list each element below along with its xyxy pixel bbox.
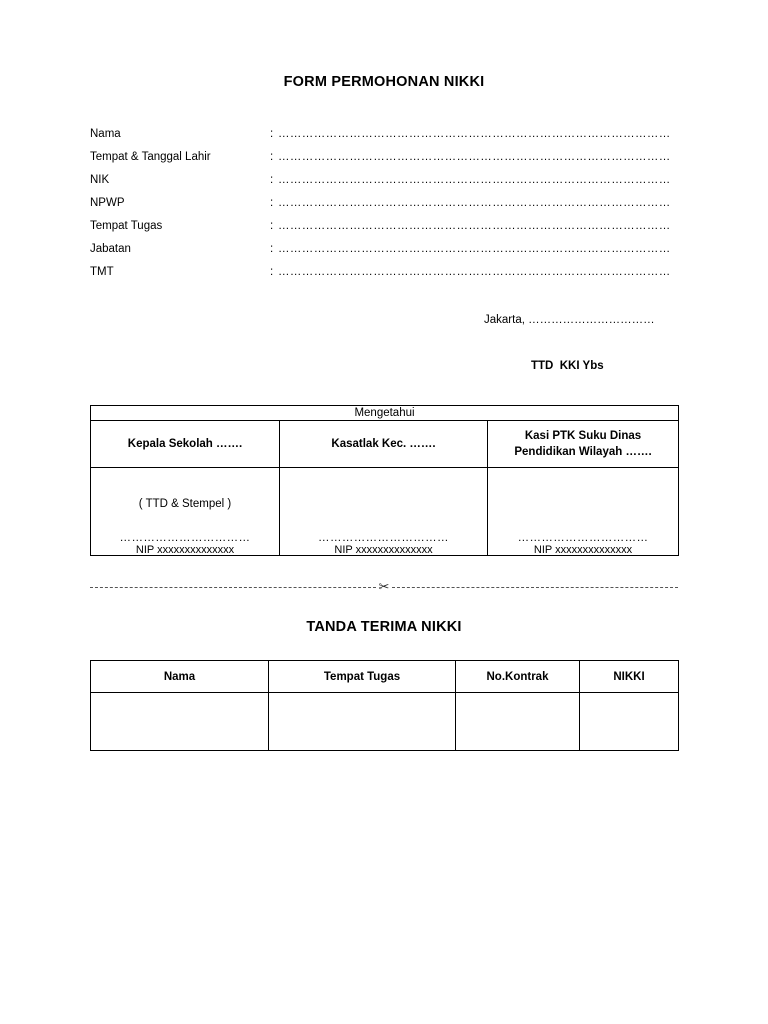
receipt-cell-nikki[interactable] [580, 693, 679, 751]
table-row [91, 693, 679, 751]
signature-label: TTD KKI Ybs [531, 360, 604, 372]
role-label: Kasatlak Kec. ……. [331, 438, 436, 450]
nip-label: NIP xxxxxxxxxxxxxx [533, 544, 633, 556]
field-colon: : [270, 174, 274, 186]
field-row-tempat-tanggal-lahir [90, 151, 671, 174]
approval-header: Mengetahui [91, 406, 679, 421]
field-label: Nama [90, 128, 121, 140]
field-label: NIK [90, 174, 110, 186]
role-kepala-sekolah [91, 421, 280, 468]
field-label: Tempat & Tanggal Lahir [90, 151, 211, 163]
receipt-cell-no-kontrak[interactable] [456, 693, 580, 751]
field-colon: : [270, 220, 274, 232]
field-blank-nama[interactable]: ……………………………………………………………………………………… [278, 128, 671, 140]
field-label: Tempat Tugas [90, 220, 163, 232]
sign-cell-kasi-ptk[interactable] [488, 468, 679, 556]
sign-cell-kasatlak[interactable] [280, 468, 488, 556]
field-blank-npwp[interactable]: ……………………………………………………………………………………… [278, 197, 671, 209]
field-row-nama [90, 128, 671, 151]
field-blank-tmt[interactable]: ……………………………………………………………………………………… [278, 266, 671, 278]
nip-label: NIP xxxxxxxxxxxxxx [334, 544, 433, 556]
column-header: No.Kontrak [456, 661, 580, 693]
cut-line [90, 580, 678, 594]
applicant-fields [90, 128, 671, 289]
receipt-table [90, 660, 679, 751]
receipt-title: TANDA TERIMA NIKKI [306, 619, 462, 635]
approval-header-row [91, 406, 679, 421]
field-row-tmt [90, 266, 671, 289]
field-row-jabatan [90, 243, 671, 266]
signature-blank: …………………………… [119, 532, 251, 544]
field-row-npwp [90, 197, 671, 220]
field-colon: : [270, 266, 274, 278]
column-header: Tempat Tugas [269, 661, 456, 693]
field-row-tempat-tugas [90, 220, 671, 243]
approval-sign-row [91, 468, 679, 556]
column-header: NIKKI [580, 661, 679, 693]
field-label: TMT [90, 266, 114, 278]
role-label-line1: Kasi PTK Suku Dinas [524, 430, 642, 442]
field-colon: : [270, 151, 274, 163]
receipt-header-row [91, 661, 679, 693]
field-row-nik [90, 174, 671, 197]
nip-label: NIP xxxxxxxxxxxxxx [135, 544, 235, 556]
role-label: Kepala Sekolah ……. [127, 438, 243, 450]
dashed-divider [392, 587, 678, 588]
receipt-cell-tempat-tugas[interactable] [269, 693, 456, 751]
field-label: Jabatan [90, 243, 131, 255]
field-colon: : [270, 243, 274, 255]
stamp-label: ( TTD & Stempel ) [138, 498, 232, 510]
approval-roles-row [91, 421, 679, 468]
signature-blank: …………………………… [517, 532, 649, 544]
field-blank-nik[interactable]: ……………………………………………………………………………………… [278, 174, 671, 186]
role-kasi-ptk [488, 421, 679, 468]
field-blank-tempat-tanggal-lahir[interactable]: ……………………………………………………………………………………… [278, 151, 671, 163]
place-date-line: Jakarta, …………………………… [484, 314, 655, 326]
field-blank-tempat-tugas[interactable]: ……………………………………………………………………………………… [278, 220, 671, 232]
field-blank-jabatan[interactable]: ……………………………………………………………………………………… [278, 243, 671, 255]
column-header: Nama [91, 661, 269, 693]
receipt-cell-nama[interactable] [91, 693, 269, 751]
field-colon: : [270, 197, 274, 209]
form-title: FORM PERMOHONAN NIKKI [283, 74, 485, 90]
sign-cell-kepala-sekolah[interactable] [91, 468, 280, 556]
dashed-divider [90, 587, 376, 588]
role-kasatlak [280, 421, 488, 468]
approval-table [90, 405, 679, 556]
signature-blank: …………………………… [318, 532, 449, 544]
role-label-line2: Pendidikan Wilayah ……. [514, 446, 652, 458]
scissors-icon: ✂ [378, 580, 390, 594]
field-colon: : [270, 128, 274, 140]
field-label: NPWP [90, 197, 125, 209]
